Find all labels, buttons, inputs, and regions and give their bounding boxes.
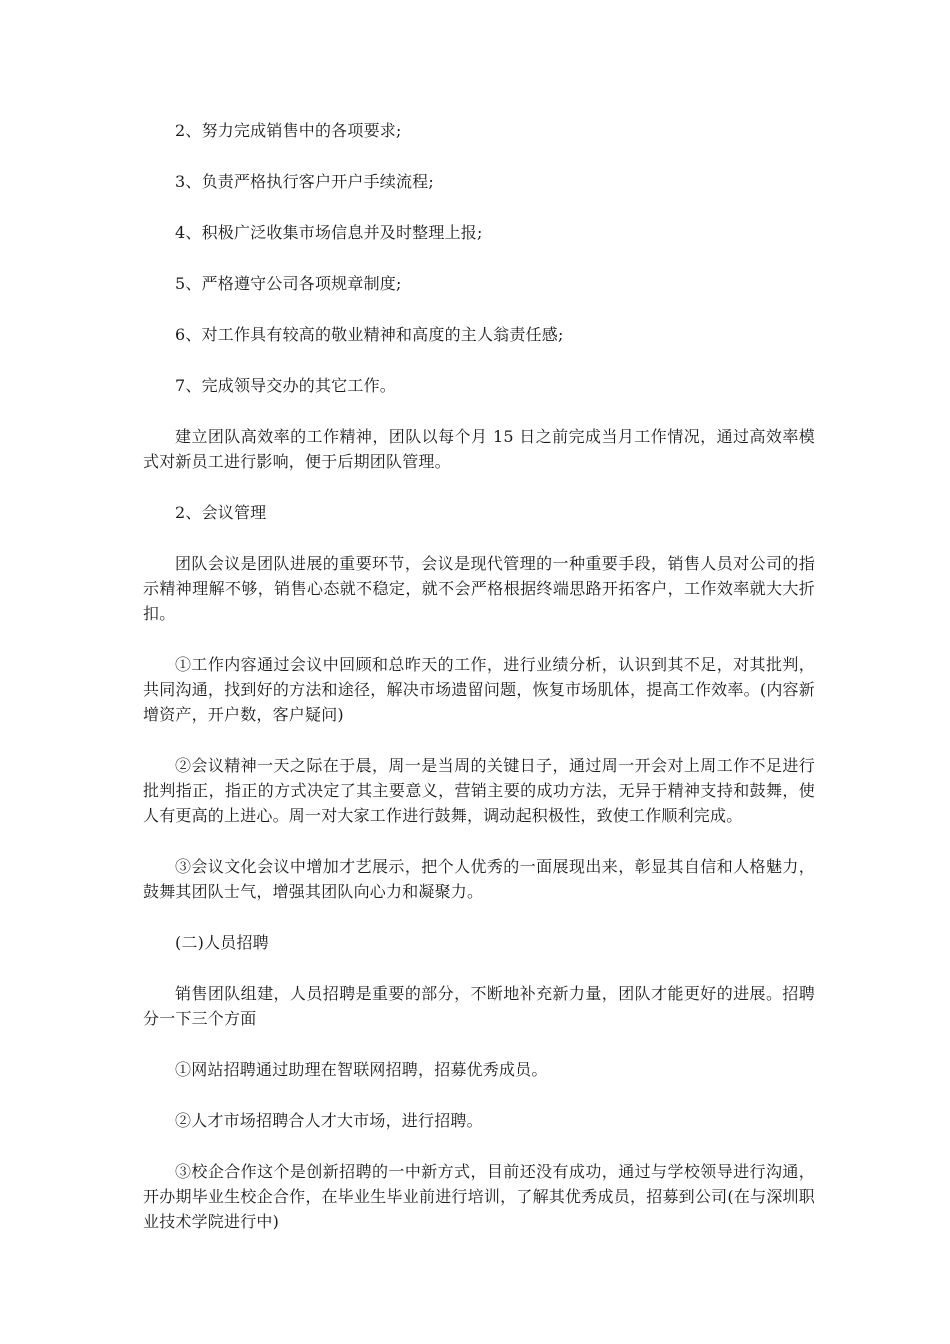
paragraph-team-meeting: 团队会议是团队进展的重要环节，会议是现代管理的一种重要手段，销售人员对公司的指示精神理解不够，销售心态就不稳定，就不会严格根据终端思路开拓客户，工作效率就大大折扣。 (143, 554, 815, 623)
section-heading-meeting-management: 2、会议管理 (175, 503, 267, 522)
list-item-6: 6、对工作具有较高的敬业精神和高度的主人翁责任感; (175, 325, 564, 344)
paragraph-school-cooperation: ③校企合作这个是创新招聘的一中新方式，目前还没有成功，通过与学校领导进行沟通，开办期毕业生校企合作，在毕业生毕业前进行培训，了解其优秀成员，招募到公司(在与深圳职业技术学院进行中) (143, 1162, 815, 1231)
paragraph-recruitment-intro: 销售团队组建，人员招聘是重要的部分，不断地补充新力量，团队才能更好的进展。招聘分一下三个方面 (143, 984, 815, 1028)
list-item-7: 7、完成领导交办的其它工作。 (175, 376, 396, 395)
paragraph-team-efficiency: 建立团队高效率的工作精神，团队以每个月 15 日之前完成当月工作情况，通过高效率模式对新员工进行影响，便于后期团队管理。 (143, 427, 815, 471)
paragraph-website-recruitment: ①网站招聘通过助理在智联网招聘，招募优秀成员。 (175, 1060, 548, 1079)
list-item-2: 2、努力完成销售中的各项要求; (175, 121, 402, 140)
list-item-4: 4、积极广泛收集市场信息并及时整理上报; (175, 223, 483, 242)
paragraph-meeting-culture: ③会议文化会议中增加才艺展示，把个人优秀的一面展现出来，彰显其自信和人格魅力，鼓舞其团队士气，增强其团队向心力和凝聚力。 (143, 857, 815, 901)
list-item-3: 3、负责严格执行客户开户手续流程; (175, 172, 434, 191)
paragraph-talent-market: ②人才市场招聘合人才大市场，进行招聘。 (175, 1111, 483, 1130)
section-heading-recruitment: (二)人员招聘 (175, 933, 269, 952)
document-page (143, 118, 815, 1234)
paragraph-work-content: ①工作内容通过会议中回顾和总昨天的工作，进行业绩分析，认识到其不足，对其批判，共同沟通，找到好的方法和途径，解决市场遗留问题，恢复市场肌体，提高工作效率。(内容新增资产，开户数，客户疑问) (143, 655, 815, 724)
list-item-5: 5、严格遵守公司各项规章制度; (175, 274, 402, 293)
paragraph-meeting-spirit: ②会议精神一天之际在于晨，周一是当周的关键日子，通过周一开会对上周工作不足进行批判指正，指正的方式决定了其主要意义，营销主要的成功方法，无异于精神支持和鼓舞，使人有更高的上进心。周一对大家工作进行鼓舞，调动起积极性，致使工作顺利完成。 (143, 756, 815, 825)
